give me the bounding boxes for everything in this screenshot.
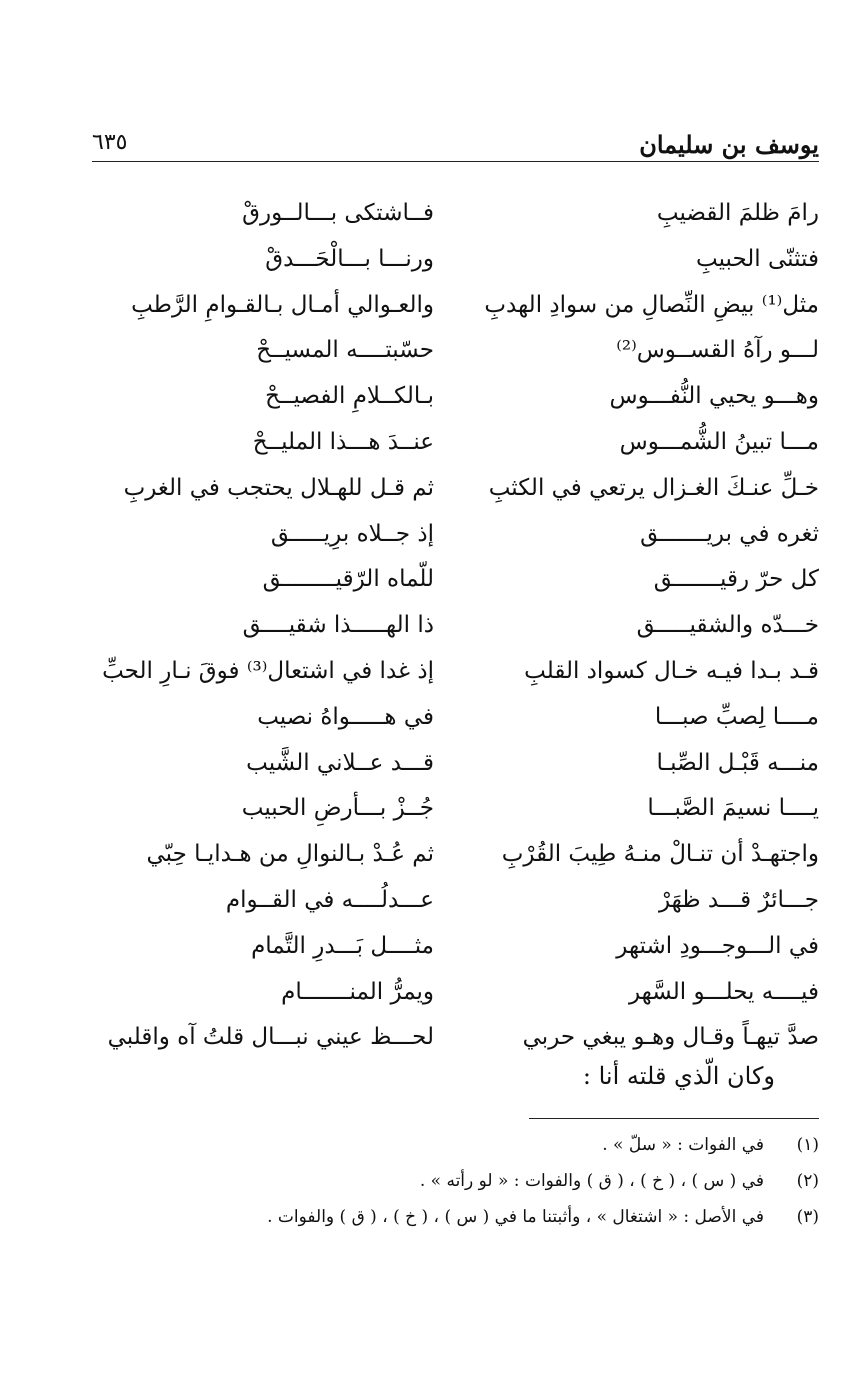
footnote-number: (٣) xyxy=(796,1207,819,1227)
verse-second-hemistich: عنــدَ هـــذا المليــحْ xyxy=(252,428,434,455)
footnote-text: في الأصل : « اشتغال » ، وأثبتنا ما في ( س ) ، ( خ ) ، ( ق ) والفوات . xyxy=(267,1207,764,1227)
verse-first-hemistich: مـــا تبينُ الشُّمـــوس xyxy=(619,428,819,455)
verse-line xyxy=(80,971,819,1017)
verse-line xyxy=(80,925,819,971)
verse-first-hemistich: ثغره في بريـــــــق xyxy=(640,520,819,547)
verse-first-hemistich: منـــه قَبْـل الصِّبـا xyxy=(656,749,819,776)
verse-first-hemistich: رامَ ظلمَ القضيبِ xyxy=(656,200,819,226)
running-title: يوسف بن سليمان xyxy=(639,130,819,159)
verse-second-hemistich: إذ غدا في اشتعال⁽³⁾ فوقَ نـارِ الحبِّ xyxy=(102,657,434,684)
footnote xyxy=(92,1166,819,1202)
verse-second-hemistich: لحـــظ عيني نبـــال قلتُ آه واقلبي xyxy=(107,1024,434,1051)
verse-second-hemistich: ذا الهـــــذا شقيــــق xyxy=(242,612,434,639)
verse-second-hemistich: مثــــل بَـــدرِ التَّمام xyxy=(251,932,434,959)
verse-first-hemistich: في الـــوجـــودِ اشتهر xyxy=(616,932,819,959)
verse-second-hemistich: بـالكــلامِ الفصيــحْ xyxy=(265,383,434,410)
verse-second-hemistich: إذ جــلاه برِيـــــق xyxy=(270,520,434,547)
verse-first-hemistich: جـــائرٌ قـــد ظهَرْ xyxy=(658,886,819,913)
verse-first-hemistich: مثل⁽¹⁾ بيضِ النِّصالِ من سوادِ الهدبِ xyxy=(484,291,819,318)
footnotes xyxy=(92,1130,819,1238)
verse-second-hemistich: ثم عُـدْ بـالنوالِ من هـدايـا حِبّي xyxy=(146,841,434,868)
verse-line xyxy=(80,879,819,925)
poem xyxy=(80,192,819,1062)
verse-line xyxy=(80,696,819,742)
verse-first-hemistich: خـــدّه والشقيـــــق xyxy=(636,612,819,639)
verse-line xyxy=(80,833,819,879)
verse-line xyxy=(80,1016,819,1062)
verse-first-hemistich: فتثنّى الحبيبِ xyxy=(695,245,819,272)
verse-first-hemistich: صدَّ تيهـاً وقـال وهـو يبغي حربي xyxy=(522,1024,819,1051)
page-number: ٦٣٥ xyxy=(92,130,128,155)
verse-second-hemistich: فــاشتكى بـــالــورقْ xyxy=(242,200,434,226)
verse-line xyxy=(80,650,819,696)
verse-line xyxy=(80,604,819,650)
verse-second-hemistich: ثم قـل للهـلال يحتجب في الغربِ xyxy=(123,474,434,501)
verse-line xyxy=(80,787,819,833)
verse-second-hemistich: حسّبتــــه المسيــحْ xyxy=(256,337,434,364)
verse-line xyxy=(80,375,819,421)
verse-first-hemistich: كل حرّ رقيـــــــق xyxy=(653,566,819,593)
verse-first-hemistich: فيــــه يحلـــو السَّهر xyxy=(628,978,819,1005)
verse-first-hemistich: واجتهـدْ أن تنـالْ منـهُ طِيبَ القُرْبِ xyxy=(501,841,819,868)
verse-first-hemistich: خـلِّ عنـكَ الغـزال يرتعي في الكثبِ xyxy=(488,474,819,501)
footnote-number: (١) xyxy=(796,1135,819,1155)
running-head xyxy=(92,130,819,162)
verse-second-hemistich: عـــدلُــــه في القــوام xyxy=(225,886,434,913)
verse-second-hemistich: والعـوالي أمـال بـالقـوامِ الرَّطبِ xyxy=(131,291,434,318)
verse-line xyxy=(80,421,819,467)
verse-second-hemistich: للّماه الرّقيــــــــق xyxy=(262,566,434,593)
verse-second-hemistich: ورنـــا بـــالْحَـــدقْ xyxy=(265,245,434,272)
verse-line xyxy=(80,467,819,513)
verse-first-hemistich: لـــو رآهُ القســوس⁽²⁾ xyxy=(616,337,819,364)
closing-line: وكان الّذي قلته أنا : xyxy=(582,1062,775,1090)
verse-line xyxy=(80,513,819,559)
verse-line xyxy=(80,192,819,238)
verse-line xyxy=(80,558,819,604)
verse-second-hemistich: جُــزْ بـــأرضِ الحبيب xyxy=(241,795,434,822)
footnote xyxy=(92,1130,819,1166)
header-rule xyxy=(92,161,819,162)
verse-first-hemistich: يــــا نسيمَ الصَّبـــا xyxy=(647,795,819,822)
verse-first-hemistich: مــــا لِصبِّ صبـــا xyxy=(654,703,819,730)
verse-second-hemistich: قـــد عــلاني الشَّيب xyxy=(246,749,434,776)
footnote-number: (٢) xyxy=(796,1171,819,1191)
verse-first-hemistich: قـد بـدا فيـه خـال كسواد القلبِ xyxy=(524,657,819,684)
verse-line xyxy=(80,238,819,284)
footnote-rule xyxy=(529,1118,819,1119)
footnote-text: في ( س ) ، ( خ ) ، ( ق ) والفوات : « لو رأته » . xyxy=(419,1171,764,1191)
footnote-text: في الفوات : « سلّ » . xyxy=(602,1135,764,1155)
verse-line xyxy=(80,329,819,375)
verse-line xyxy=(80,284,819,330)
verse-second-hemistich: ويمرُّ المنـــــــام xyxy=(281,978,434,1005)
verse-first-hemistich: وهـــو يحيي النُّفـــوس xyxy=(609,383,819,410)
verse-second-hemistich: في هـــــواهُ نصيب xyxy=(257,703,434,730)
verse-line xyxy=(80,742,819,788)
footnote xyxy=(92,1202,819,1238)
